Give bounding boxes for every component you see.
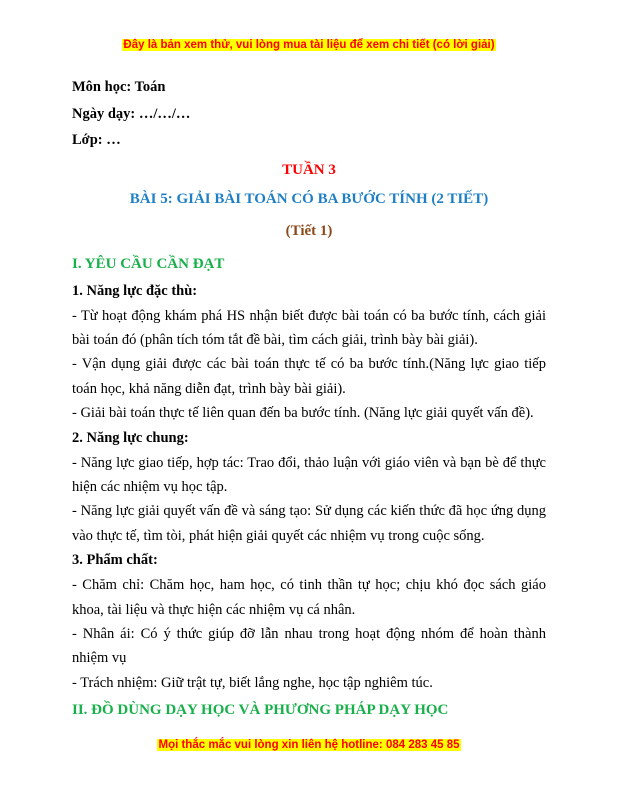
paragraph: - Vận dụng giải được các bài toán thực tế có ba bước tính.(Năng lực giao tiếp toán học, khả năng diễn đạt, trình bày bài giải). (72, 356, 546, 397)
preview-notice-text: Đây là bản xem thử, vui lòng mua tài liệu để xem chi tiết (có lời giải) (123, 39, 495, 51)
paragraph: - Nhân ái: Có ý thức giúp đỡ lẫn nhau trong hoạt động nhóm để hoàn thành nhiệm vụ (72, 625, 546, 667)
subsection-heading-general-competence: 2. Năng lực chung: (72, 429, 189, 446)
subsection-heading-specific-competence: 1. Năng lực đặc thù: (72, 282, 198, 299)
paragraph: - Năng lực giải quyết vấn đề và sáng tạo: Sử dụng các kiến thức đã học ứng dụng vào thực tế, tìm tòi, phát hiện giải quyết các nhiệm vụ trong cuộc sống. (72, 503, 546, 544)
hotline-banner (0, 738, 618, 752)
date-line: Ngày dạy: …/…/… (72, 105, 191, 122)
paragraph: - Năng lực giao tiếp, hợp tác: Trao đổi, thảo luận với giáo viên và bạn bè để thực hiện các nhiệm vụ học tập. (72, 454, 546, 495)
paragraph: - Từ hoạt động khám phá HS nhận biết được bài toán có ba bước tính, cách giải bài toán đó (phân tích tóm tắt đề bài, tìm cách giải, trình bày bài giải). (72, 307, 546, 348)
document-body (72, 74, 546, 725)
paragraph: - Giải bài toán thực tế liên quan đến ba bước tính. (Năng lực giải quyết vấn đề). (72, 405, 534, 422)
lesson-title: BÀI 5: GIẢI BÀI TOÁN CÓ BA BƯỚC TÍNH (2 TIẾT) (129, 190, 489, 207)
subject-line: Môn học: Toán (72, 79, 166, 95)
section-heading-teaching-materials: II. ĐỒ DÙNG DẠY HỌC VÀ PHƯƠNG PHÁP DẠY HỌC (72, 702, 449, 719)
subsection-heading-qualities: 3. Phẩm chất: (72, 552, 158, 569)
preview-notice-banner (0, 38, 618, 52)
hotline-text: Mọi thắc mắc vui lòng xin liên hệ hotline: 084 283 45 85 (158, 739, 460, 751)
week-title: TUẦN 3 (282, 161, 336, 178)
class-line: Lớp: … (72, 132, 121, 148)
section-heading-requirements: I. YÊU CẦU CẦN ĐẠT (72, 255, 225, 272)
paragraph: - Chăm chỉ: Chăm học, ham học, có tinh thần tự học; chịu khó đọc sách giáo khoa, tài liệu và thực hiện các nhiệm vụ cá nhân. (72, 577, 546, 618)
period-title: (Tiết 1) (285, 222, 333, 239)
paragraph: - Trách nhiệm: Giữ trật tự, biết lắng nghe, học tập nghiêm túc. (72, 674, 433, 691)
